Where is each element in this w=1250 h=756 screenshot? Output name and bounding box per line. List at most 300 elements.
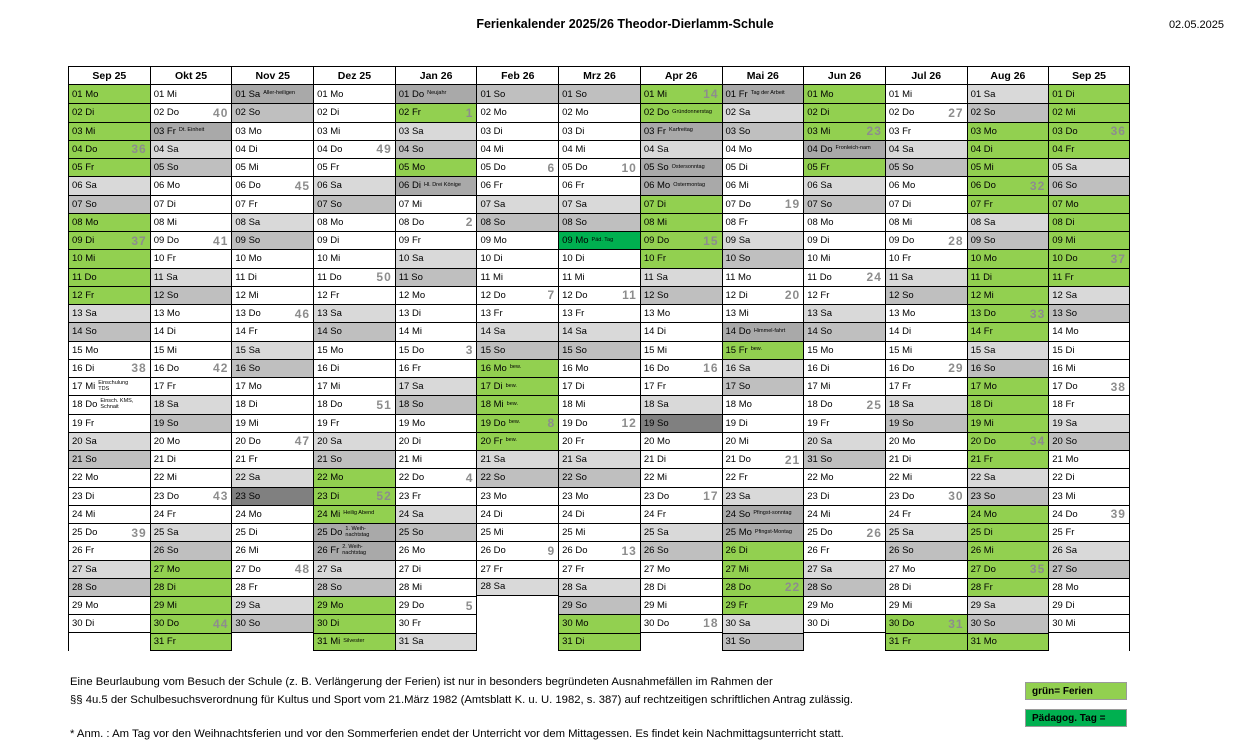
day-label: 09 Di xyxy=(72,235,95,247)
day-label: 27 Sa xyxy=(807,563,833,575)
week-number: 1 xyxy=(465,105,474,120)
day-label: 03 Di xyxy=(480,125,503,137)
day-label: 13 Di xyxy=(398,308,421,320)
day-label: 03 Do xyxy=(1052,125,1078,137)
day-cell xyxy=(803,523,885,541)
week-number: 29 xyxy=(948,361,964,376)
week-number: 40 xyxy=(213,105,229,120)
day-label: 30 Do xyxy=(153,618,180,630)
day-cell xyxy=(640,286,722,304)
day-cell xyxy=(68,414,150,432)
day-label: 11 Sa xyxy=(643,271,668,283)
day-cell xyxy=(68,158,150,176)
week-number: 38 xyxy=(131,361,147,376)
day-cell xyxy=(395,176,477,194)
day-label: 02 So xyxy=(970,107,996,119)
day-cell xyxy=(68,560,150,578)
day-label: 12 Fr xyxy=(72,289,95,301)
day-cell xyxy=(476,286,558,304)
day-label: 13 Sa xyxy=(317,308,342,320)
day-label: 26 Do xyxy=(562,545,588,557)
day-label: 01 Mo xyxy=(72,88,99,100)
day-cell xyxy=(885,487,967,505)
day-note: Karfreitag xyxy=(669,127,693,134)
day-label: 24 Fr xyxy=(643,508,666,520)
week-number: 34 xyxy=(1029,434,1046,449)
day-label: 08 So xyxy=(480,216,506,228)
day-label: 16 Di xyxy=(317,362,340,374)
day-cell xyxy=(150,322,232,340)
day-cell xyxy=(231,377,313,395)
month-column-1 xyxy=(150,66,232,651)
day-label: 11 Di xyxy=(970,271,993,283)
day-cell xyxy=(476,560,558,578)
day-label: 05 Fr xyxy=(317,162,340,174)
day-cell xyxy=(150,377,232,395)
day-label: 29 Sa xyxy=(970,600,996,612)
day-cell xyxy=(722,432,804,450)
day-label: 12 Do xyxy=(562,289,588,301)
day-cell xyxy=(640,341,722,359)
day-cell xyxy=(722,304,804,322)
day-label: 20 Mi xyxy=(725,435,749,447)
day-label: 22 So xyxy=(562,472,587,484)
day-label: 01 Mi xyxy=(643,88,668,100)
week-number: 14 xyxy=(703,87,719,102)
day-label: 01 Mi xyxy=(888,88,913,100)
day-cell xyxy=(967,468,1049,486)
day-label: 25 Fr xyxy=(1052,527,1075,539)
day-label: 10 Fr xyxy=(888,253,912,265)
day-label: 26 Fr xyxy=(807,545,830,557)
day-label: 09 Sa xyxy=(725,235,751,247)
day-label: 13 Fr xyxy=(480,308,503,320)
day-label: 25 Mo xyxy=(725,527,752,539)
day-cell xyxy=(395,322,477,340)
day-label: 20 Mo xyxy=(643,435,671,447)
day-label: 23 So xyxy=(235,490,261,502)
footer-text xyxy=(70,673,940,709)
day-label: 14 Di xyxy=(888,326,912,338)
day-label: 05 Di xyxy=(725,162,748,174)
day-cell xyxy=(885,614,967,632)
day-cell xyxy=(231,103,313,121)
day-label: 19 Sa xyxy=(1052,417,1078,429)
day-label: 10 Mi xyxy=(72,253,96,265)
day-cell xyxy=(231,523,313,541)
day-cell xyxy=(885,377,967,395)
day-label: 21 Di xyxy=(888,454,912,466)
day-label: 08 Fr xyxy=(725,216,748,228)
day-label: 24 Mo xyxy=(970,508,997,520)
day-label: 30 Di xyxy=(72,617,95,629)
day-label: 26 Mi xyxy=(235,545,259,557)
day-cell xyxy=(640,158,722,176)
day-cell xyxy=(967,359,1049,377)
day-cell xyxy=(476,103,558,121)
day-label: 25 Sa xyxy=(643,527,669,539)
day-cell xyxy=(967,249,1049,267)
day-cell xyxy=(150,158,232,176)
day-label: 29 Di xyxy=(1052,600,1075,612)
day-label: 01 Mi xyxy=(153,88,177,100)
day-cell xyxy=(476,523,558,541)
day-cell xyxy=(885,195,967,213)
day-cell xyxy=(722,231,804,249)
day-cell xyxy=(150,122,232,140)
day-cell xyxy=(395,231,477,249)
day-cell xyxy=(967,195,1049,213)
day-label: 06 Mo xyxy=(153,180,181,192)
day-cell xyxy=(885,450,967,468)
day-cell xyxy=(558,560,640,578)
day-cell xyxy=(558,140,640,158)
month-column-2 xyxy=(231,66,313,651)
day-cell xyxy=(476,578,558,596)
day-label: 22 Mo xyxy=(72,472,99,484)
day-label: 02 Di xyxy=(807,107,830,119)
day-cell xyxy=(476,541,558,559)
day-cell xyxy=(313,505,395,523)
day-label: 03 Fr xyxy=(888,125,912,137)
day-label: 20 Sa xyxy=(72,435,97,447)
day-cell xyxy=(558,249,640,267)
day-cell xyxy=(885,633,967,651)
day-label: 09 Mi xyxy=(1052,235,1076,247)
day-cell xyxy=(722,468,804,486)
day-label: 06 So xyxy=(1052,180,1078,192)
day-label: 26 So xyxy=(153,545,179,557)
day-cell xyxy=(150,359,232,377)
day-label: 16 So xyxy=(235,362,261,374)
day-label: 12 Fr xyxy=(807,289,830,301)
day-label: 21 Do xyxy=(725,454,751,466)
day-cell xyxy=(313,103,395,121)
day-cell xyxy=(231,158,313,176)
day-label: 15 Mo xyxy=(317,344,344,356)
day-label: 02 Di xyxy=(72,107,95,119)
day-cell xyxy=(722,523,804,541)
month-header: Mai 26 xyxy=(722,66,804,85)
day-label: 08 Sa xyxy=(235,216,261,228)
week-number: 36 xyxy=(131,142,147,157)
day-cell xyxy=(722,560,804,578)
day-cell xyxy=(150,560,232,578)
day-label: 28 Di xyxy=(888,581,912,593)
day-label: 02 Sa xyxy=(725,107,751,119)
day-cell xyxy=(476,122,558,140)
day-label: 16 Di xyxy=(807,362,830,374)
day-cell xyxy=(885,231,967,249)
day-label: 22 Mi xyxy=(888,472,913,484)
day-cell xyxy=(885,468,967,486)
day-cell xyxy=(558,231,640,249)
day-cell xyxy=(231,213,313,231)
day-label: 31 Di xyxy=(562,636,585,648)
day-note: Aller-heiligen xyxy=(263,90,295,97)
day-note: Himmel-fahrt xyxy=(753,327,786,334)
day-cell xyxy=(967,395,1049,413)
day-cell xyxy=(558,414,640,432)
day-cell xyxy=(967,158,1049,176)
day-cell xyxy=(967,377,1049,395)
day-cell xyxy=(722,140,804,158)
week-number: 5 xyxy=(465,598,474,613)
day-cell xyxy=(803,140,885,158)
day-cell xyxy=(640,140,722,158)
day-label: 05 Mi xyxy=(235,162,259,174)
day-label: 25 Sa xyxy=(153,527,179,539)
day-cell xyxy=(313,560,395,578)
day-label: 22 Di xyxy=(1052,472,1075,484)
day-cell xyxy=(803,341,885,359)
day-cell xyxy=(68,213,150,231)
day-cell xyxy=(967,596,1049,614)
day-cell xyxy=(885,322,967,340)
day-label: 10 Mo xyxy=(235,253,262,265)
day-cell xyxy=(313,213,395,231)
day-cell xyxy=(967,176,1049,194)
day-cell xyxy=(722,213,804,231)
day-cell xyxy=(150,596,232,614)
day-cell xyxy=(640,432,722,450)
day-label: 04 Do xyxy=(72,143,98,155)
day-cell xyxy=(885,359,967,377)
day-label: 03 Mi xyxy=(317,125,341,137)
week-number: 35 xyxy=(1029,562,1046,577)
day-label: 08 So xyxy=(562,216,587,228)
day-cell xyxy=(476,249,558,267)
day-label: 25 Do xyxy=(72,527,98,539)
day-label: 24 Sa xyxy=(398,508,424,520)
day-cell xyxy=(231,195,313,213)
day-cell xyxy=(313,304,395,322)
day-cell xyxy=(150,304,232,322)
calendar-table xyxy=(68,66,1130,651)
day-label: 09 Fr xyxy=(398,235,421,247)
day-label: 24 Fr xyxy=(153,508,176,520)
day-cell xyxy=(476,341,558,359)
empty-cell xyxy=(68,633,150,651)
day-note: Silvester xyxy=(343,637,365,644)
day-cell xyxy=(558,487,640,505)
day-note: Einsch. KMS, Schnait xyxy=(100,397,134,410)
day-label: 15 Mo xyxy=(807,344,834,356)
day-note: Dt. Einheit xyxy=(178,127,205,134)
day-cell xyxy=(967,450,1049,468)
day-label: 27 Do xyxy=(970,563,996,575)
day-cell xyxy=(68,322,150,340)
day-label: 06 Di xyxy=(398,180,421,192)
day-label: 02 Do xyxy=(643,107,670,119)
day-cell xyxy=(1048,213,1130,231)
day-note: Fronleich-nam xyxy=(835,145,871,152)
day-cell xyxy=(1048,560,1130,578)
day-cell xyxy=(150,523,232,541)
day-label: 28 Sa xyxy=(480,581,506,593)
day-cell xyxy=(722,596,804,614)
month-column-10 xyxy=(885,66,967,651)
day-label: 03 Mi xyxy=(72,125,96,137)
day-label: 17 Mi xyxy=(317,381,341,393)
day-label: 19 Di xyxy=(725,417,748,429)
day-label: 04 Mi xyxy=(562,143,586,155)
day-label: 26 Sa xyxy=(1052,545,1078,557)
day-cell xyxy=(640,213,722,231)
day-cell xyxy=(1048,541,1130,559)
day-cell xyxy=(68,195,150,213)
day-label: 19 So xyxy=(643,417,669,429)
day-cell xyxy=(640,505,722,523)
day-cell xyxy=(395,633,477,651)
day-label: 31 Mi xyxy=(317,636,341,648)
day-cell xyxy=(967,505,1049,523)
day-cell xyxy=(640,414,722,432)
day-label: 20 Do xyxy=(235,435,261,447)
day-label: 17 Do xyxy=(1052,381,1078,393)
day-cell xyxy=(640,359,722,377)
day-cell xyxy=(803,377,885,395)
day-label: 20 Mo xyxy=(153,435,181,447)
page-title: Ferienkalender 2025/26 Theodor-Dierlamm-Schule xyxy=(476,17,774,31)
day-cell xyxy=(885,596,967,614)
day-cell xyxy=(885,213,967,231)
day-label: 05 So xyxy=(153,162,179,174)
day-label: 11 Di xyxy=(235,271,257,283)
day-note: Ostersonntag xyxy=(671,163,705,170)
day-cell xyxy=(150,140,232,158)
day-label: 17 Mi xyxy=(72,381,96,393)
day-cell xyxy=(231,359,313,377)
day-label: 31 Mo xyxy=(970,636,997,648)
day-cell xyxy=(68,505,150,523)
day-label: 28 Do xyxy=(725,581,751,593)
day-label: 12 Sa xyxy=(1052,289,1078,301)
day-label: 04 Sa xyxy=(153,143,179,155)
day-label: 21 Fr xyxy=(235,454,258,466)
day-cell xyxy=(640,268,722,286)
day-cell xyxy=(231,432,313,450)
day-label: 15 Mo xyxy=(72,344,99,356)
day-cell xyxy=(967,268,1049,286)
day-cell xyxy=(313,322,395,340)
day-cell xyxy=(313,468,395,486)
day-label: 20 So xyxy=(1052,435,1078,447)
day-label: 02 Fr xyxy=(398,107,421,119)
week-number: 51 xyxy=(376,397,392,412)
day-label: 29 So xyxy=(562,600,587,612)
day-label: 19 So xyxy=(153,417,179,429)
day-label: 29 Mi xyxy=(888,600,913,612)
day-cell xyxy=(803,450,885,468)
day-label: 28 So xyxy=(317,581,342,593)
day-label: 15 Mi xyxy=(643,344,668,356)
day-label: 02 Di xyxy=(317,107,340,119)
day-label: 19 Do xyxy=(480,417,506,429)
day-label: 13 So xyxy=(1052,308,1078,320)
month-header: Dez 25 xyxy=(313,66,395,85)
day-cell xyxy=(476,85,558,103)
day-label: 31 Fr xyxy=(888,636,912,648)
day-label: 02 Mi xyxy=(1052,107,1076,119)
day-label: 07 So xyxy=(807,198,833,210)
day-label: 01 So xyxy=(562,88,587,100)
day-label: 29 Mo xyxy=(72,600,99,612)
day-cell xyxy=(722,268,804,286)
day-label: 17 Mi xyxy=(807,381,831,393)
day-cell xyxy=(231,85,313,103)
day-cell xyxy=(885,85,967,103)
day-label: 18 Do xyxy=(317,399,343,411)
day-cell xyxy=(558,468,640,486)
day-label: 27 Mi xyxy=(725,563,749,575)
day-cell xyxy=(476,487,558,505)
day-label: 15 Di xyxy=(1052,344,1075,356)
day-cell xyxy=(803,432,885,450)
day-cell xyxy=(722,450,804,468)
week-number: 39 xyxy=(1110,507,1126,522)
day-cell xyxy=(803,176,885,194)
day-cell xyxy=(68,523,150,541)
day-label: 17 Fr xyxy=(643,381,666,393)
day-label: 05 Fr xyxy=(807,162,830,174)
day-label: 25 Do xyxy=(317,527,343,539)
day-label: 29 Mi xyxy=(153,600,177,612)
day-label: 21 Di xyxy=(643,454,666,466)
day-label: 02 Mo xyxy=(480,107,507,119)
day-cell xyxy=(150,268,232,286)
day-label: 03 So xyxy=(725,125,751,137)
day-cell xyxy=(68,596,150,614)
day-label: 14 So xyxy=(317,326,342,338)
day-label: 25 Mi xyxy=(480,527,504,539)
day-label: 30 So xyxy=(970,618,996,630)
day-cell xyxy=(967,614,1049,632)
day-cell xyxy=(150,85,232,103)
day-cell xyxy=(476,176,558,194)
day-label: 11 Mi xyxy=(480,271,503,283)
empty-cell xyxy=(803,633,885,651)
day-cell xyxy=(68,304,150,322)
day-cell xyxy=(885,103,967,121)
day-cell xyxy=(803,213,885,231)
day-cell xyxy=(803,560,885,578)
day-label: 16 Mi xyxy=(1052,362,1076,374)
day-label: 12 So xyxy=(153,289,179,301)
day-cell xyxy=(1048,395,1130,413)
day-cell xyxy=(967,578,1049,596)
month-column-5 xyxy=(476,66,558,651)
day-cell xyxy=(395,103,477,121)
day-cell xyxy=(395,432,477,450)
day-label: 01 Sa xyxy=(235,88,261,100)
day-cell xyxy=(313,286,395,304)
day-cell xyxy=(476,322,558,340)
day-label: 23 Mi xyxy=(1052,490,1076,502)
day-cell xyxy=(640,487,722,505)
week-number: 41 xyxy=(213,233,229,248)
day-label: 19 Fr xyxy=(807,417,830,429)
day-cell xyxy=(395,140,477,158)
day-label: 21 Sa xyxy=(480,454,506,466)
day-label: 08 Mi xyxy=(153,216,177,228)
month-column-4 xyxy=(395,66,477,651)
day-cell xyxy=(1048,341,1130,359)
day-note: Pfingst-sonntag xyxy=(753,510,792,517)
day-label: 16 Mo xyxy=(562,362,589,374)
day-label: 06 Fr xyxy=(562,180,585,192)
day-label: 06 Mo xyxy=(643,180,671,192)
